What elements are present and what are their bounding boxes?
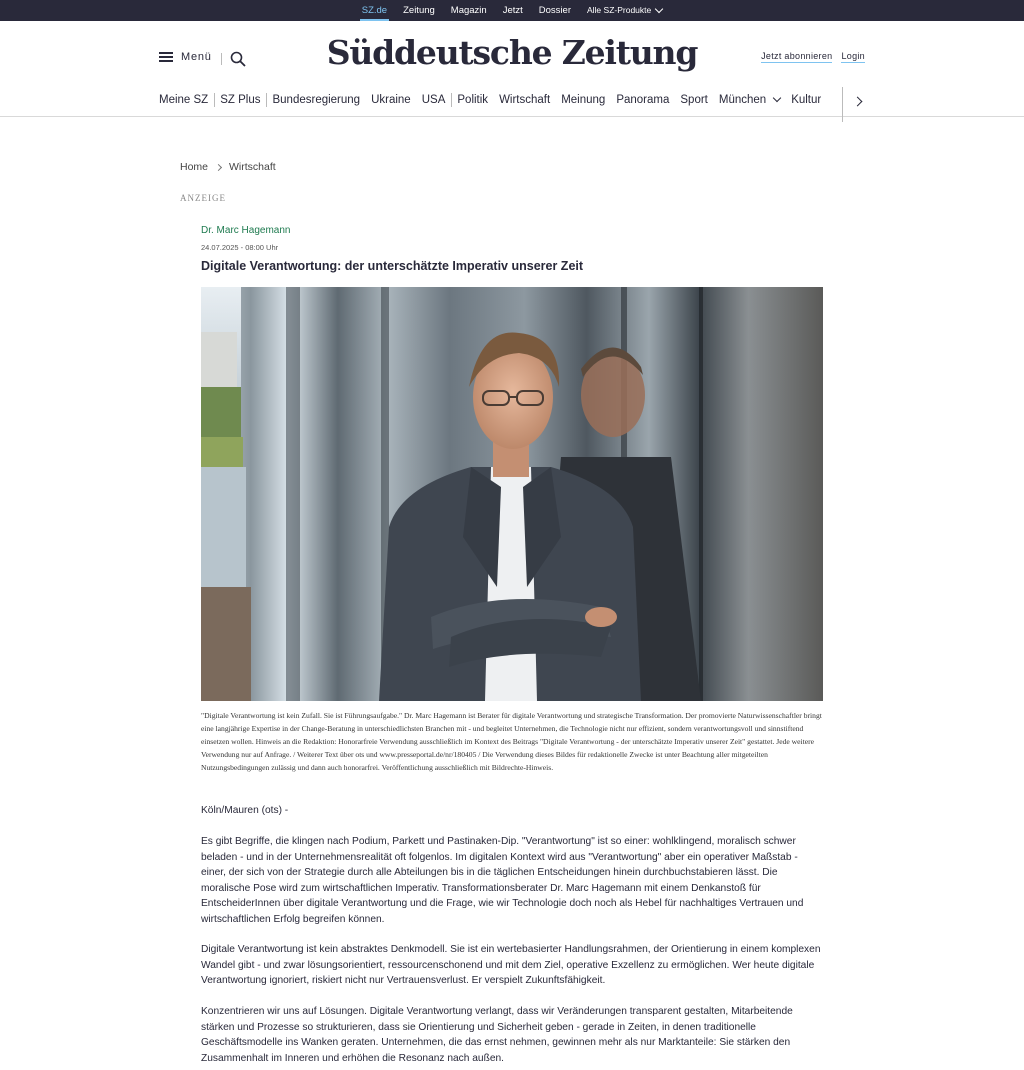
nav-item-wirtschaft[interactable]: Wirtschaft — [499, 94, 551, 106]
subscribe-link[interactable]: Jetzt abonnieren — [761, 51, 833, 61]
top-bar — [0, 0, 1024, 21]
chevron-down-icon — [655, 5, 663, 13]
topbar-link-jetzt[interactable]: Jetzt — [502, 5, 523, 16]
chevron-down-icon — [773, 94, 781, 102]
article-photo — [201, 287, 823, 701]
article-paragraph: Es gibt Begriffe, die klingen nach Podium, Parkett und Pastinaken-Dip. "Verantwortung" ist so einer: wohlklingend, moralisch schwer beladen - und in der Unternehmensrealität oft folgenlos. Im digitalen Kontext wird aus "Verantwortung" aber ein operativer Maßstab - einer, der sich von der Strategie durch alle Abteilungen bis in die täglichen Entscheidungen hinein durchbuchstabieren lässt. Die moralische Pose wird zum wirtschaftlichen Imperativ. Transformationsberater Dr. Marc Hagemann mit einem Denkanstoß für EntscheiderInnen über digitale Verantwortung und die Frage, wie wir Technologie doch noch als Hebel für nachhaltiges Vertrauen und wirtschaftlichen Erfolg begreifen können. — [201, 836, 804, 925]
breadcrumb-section[interactable]: Wirtschaft — [229, 161, 276, 173]
portrait-photo — [201, 287, 823, 701]
nav-item-meinung[interactable]: Meinung — [561, 94, 606, 106]
login-link[interactable]: Login — [841, 51, 865, 61]
site-logo[interactable]: Süddeutsche Zeitung — [326, 33, 698, 72]
nav-item-panorama[interactable]: Panorama — [616, 94, 670, 106]
topbar-link-dossier[interactable]: Dossier — [538, 5, 571, 16]
nav-scroll-divider — [842, 87, 843, 122]
chevron-right-icon — [215, 163, 222, 170]
nav-item-sport[interactable]: Sport — [680, 94, 708, 106]
article-title: Digitale Verantwortung: der unterschätzte Imperativ unserer Zeit — [201, 259, 584, 273]
article-paragraph: Konzentrieren wir uns auf Lösungen. Digitale Verantwortung verlangt, dass wir Veränderungen transparent gestalten, Mitarbeitende stärken und Prozesse so strukturieren, dass sie Orientierung und Sicherheit geben - gerade in Zeiten, in denen traditionelle Geschäftsmodelle ins Wanken geraten. Unternehmen, die das ernst nehmen, gewinnen mehr als nur Marktanteile: Sie stärken den Zusammenhalt im Inneren und erhöhen die Resonanz nach außen. — [201, 1006, 793, 1064]
nav-item-kultur[interactable]: Kultur — [791, 94, 822, 106]
article-date: 24.07.2025 - 08:00 Uhr — [201, 243, 279, 252]
nav-item-muenchen[interactable] — [713, 92, 785, 108]
topbar-link-sz-de[interactable]: SZ.de — [354, 0, 395, 21]
topbar-link-zeitung[interactable]: Zeitung — [403, 5, 435, 16]
nav-item-bundesregierung[interactable]: Bundesregierung — [272, 94, 361, 106]
article-author[interactable]: Dr. Marc Hagemann — [201, 225, 291, 236]
nav-item-politik[interactable]: Politik — [457, 94, 489, 106]
nav-item-muenchen-label: München — [718, 94, 767, 106]
photo-caption: "Digitale Verantwortung ist kein Zufall. Sie ist Führungsaufgabe." Dr. Marc Hagemann ist Berater für digitale Verantwortung und strategische Transformation. Der promovierte Naturwissenschaftler bringt eine langjährige Expertise in der Change-Beratung in unterschiedlichsten Branchen mit - und begleitet Unternehmen, die Technologie nicht nur effizient, sondern verantwortungsvoll und sinnstiftend einsetzen wollen. Hinweis an die Redaktion: Honorarfreie Verwendung ausschließlich im Kontext des Beitrags "Digitale Verantwortung - der unterschätzte Imperativ unserer Zeit" gestattet. Jede weitere Verwendung nur auf Anfrage. / Weiterer Text über ots und www.presseportal.de/nr/180405 / Die Verwendung dieses Bildes für redaktionelle Zwecke ist unter Beachtung aller mitgeteilten Nutzungsbedingungen zulässig und dann auch honorarfrei. Veröffentlichung ausschließlich mit Bildrechte-Hinweis. — [201, 711, 822, 772]
nav-item-ukraine[interactable]: Ukraine — [371, 94, 411, 106]
topbar-products-label: Alle SZ-Produkte — [586, 5, 652, 15]
breadcrumb — [180, 161, 276, 173]
article-dateline: Köln/Mauren (ots) - — [201, 805, 289, 816]
article-paragraph: Digitale Verantwortung ist kein abstraktes Denkmodell. Sie ist ein wertebasierter Handlungsrahmen, der Orientierung in einem komplexen Wandel gibt - und zwar lösungsorientiert, ressourcenschonend und mit dem Ziel, operative Exzellenz zu ermöglichen. Wer heute digitale Verantwortung ignoriert, riskiert nicht nur Vertrauensverlust. Er verspielt Zukunftsfähigkeit. — [201, 944, 821, 986]
topbar-products-dropdown[interactable] — [579, 0, 670, 21]
ad-label: ANZEIGE — [180, 193, 226, 203]
nav-item-usa[interactable]: USA — [421, 94, 446, 106]
topbar-link-magazin[interactable]: Magazin — [450, 5, 487, 16]
nav-item-meine-sz[interactable]: Meine SZ — [159, 94, 209, 106]
chevron-right-icon[interactable] — [853, 96, 865, 108]
site-header — [0, 21, 1024, 87]
section-nav — [0, 87, 1024, 117]
breadcrumb-home[interactable]: Home — [180, 161, 209, 173]
nav-item-sz-plus[interactable]: SZ Plus — [220, 94, 261, 106]
menu-label: Menü — [181, 51, 212, 63]
